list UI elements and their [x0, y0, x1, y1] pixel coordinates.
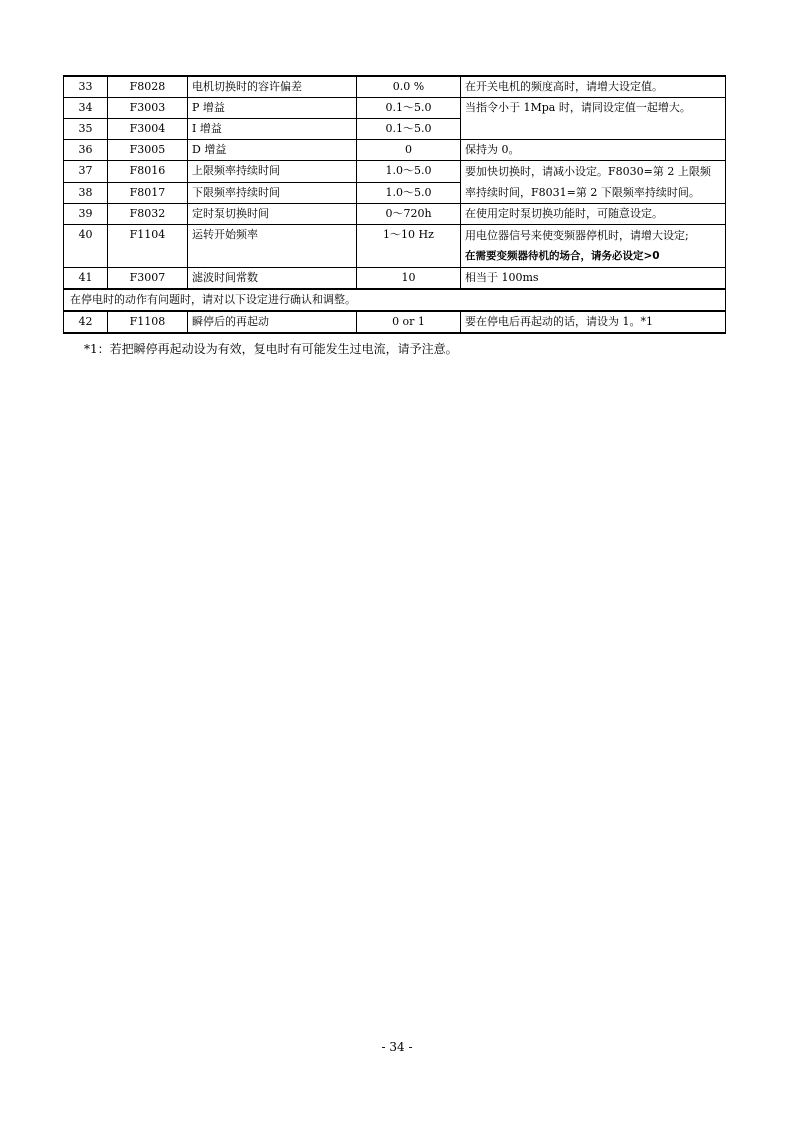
row-number: 33: [64, 76, 108, 98]
param-code: F3005: [108, 140, 188, 161]
param-name: D 增益: [188, 140, 357, 161]
param-description: [461, 161, 726, 204]
row-number: 37: [64, 161, 108, 183]
row-number: 42: [64, 311, 108, 333]
param-code: F8016: [108, 161, 188, 183]
page-number: - 34 -: [381, 1040, 413, 1054]
param-name: 电机切换时的容许偏差: [188, 76, 357, 98]
row-number: 35: [64, 119, 108, 140]
row-number: 38: [64, 182, 108, 204]
param-description: 当指令小于 1Mpa 时，请同设定值一起增大。: [461, 98, 726, 140]
footnote: *1：若把瞬停再起动设为有效，复电时有可能发生过电流，请予注意。: [84, 342, 458, 356]
param-range: 0.1～5.0: [357, 119, 461, 140]
param-name: 瞬停后的再起动: [188, 311, 357, 333]
param-range: 0.1～5.0: [357, 98, 461, 119]
param-description: 要在停电后再起动的话，请设为 1。*1: [461, 311, 726, 333]
row-number: 36: [64, 140, 108, 161]
param-description: 保持为 0。: [461, 140, 726, 161]
row-number: 39: [64, 204, 108, 225]
param-description: 在使用定时泵切换功能时，可随意设定。: [461, 204, 726, 225]
param-range: 1.0～5.0: [357, 182, 461, 204]
param-code: F8032: [108, 204, 188, 225]
row-number: 34: [64, 98, 108, 119]
desc-line: 用电位器信号来使变频器停机时，请增大设定;: [465, 229, 689, 242]
table-row: [64, 225, 726, 268]
section-note: 在停电时的动作有问题时，请对以下设定进行确认和调整。: [64, 289, 726, 311]
param-range: 0～720h: [357, 204, 461, 225]
param-code: F1108: [108, 311, 188, 333]
param-name: 上限频率持续时间: [188, 161, 357, 183]
param-name: 运转开始频率: [188, 225, 357, 268]
section-note-row: [64, 289, 726, 311]
param-range: 0 or 1: [357, 311, 461, 333]
param-description: [461, 225, 726, 268]
param-name: I 增益: [188, 119, 357, 140]
param-range: 1～10 Hz: [357, 225, 461, 268]
table-row: [64, 161, 726, 183]
param-code: F3007: [108, 268, 188, 290]
desc-line: 要加快切换时，请减小设定。F8030=第 2 上限频: [465, 165, 711, 178]
desc-line: 率持续时间，F8031=第 2 下限频率持续时间。: [465, 186, 700, 199]
table-row: [64, 204, 726, 225]
param-name: 定时泵切换时间: [188, 204, 357, 225]
param-code: F3003: [108, 98, 188, 119]
table-row: [64, 311, 726, 333]
param-range: 0: [357, 140, 461, 161]
table-row: [64, 76, 726, 98]
table-row: [64, 98, 726, 119]
param-code: F3004: [108, 119, 188, 140]
param-range: 0.0 %: [357, 76, 461, 98]
parameter-table: [63, 75, 726, 334]
param-code: F1104: [108, 225, 188, 268]
param-range: 10: [357, 268, 461, 290]
table-row: [64, 140, 726, 161]
param-name: P 增益: [188, 98, 357, 119]
table-row: [64, 268, 726, 290]
param-description: 在开关电机的频度高时，请增大设定值。: [461, 76, 726, 98]
param-name: 下限频率持续时间: [188, 182, 357, 204]
param-code: F8028: [108, 76, 188, 98]
row-number: 40: [64, 225, 108, 268]
param-description: 相当于 100ms: [461, 268, 726, 290]
desc-warning: 在需要变频器待机的场合，请务必设定>0: [465, 250, 660, 262]
param-range: 1.0～5.0: [357, 161, 461, 183]
row-number: 41: [64, 268, 108, 290]
param-code: F8017: [108, 182, 188, 204]
param-name: 滤波时间常数: [188, 268, 357, 290]
